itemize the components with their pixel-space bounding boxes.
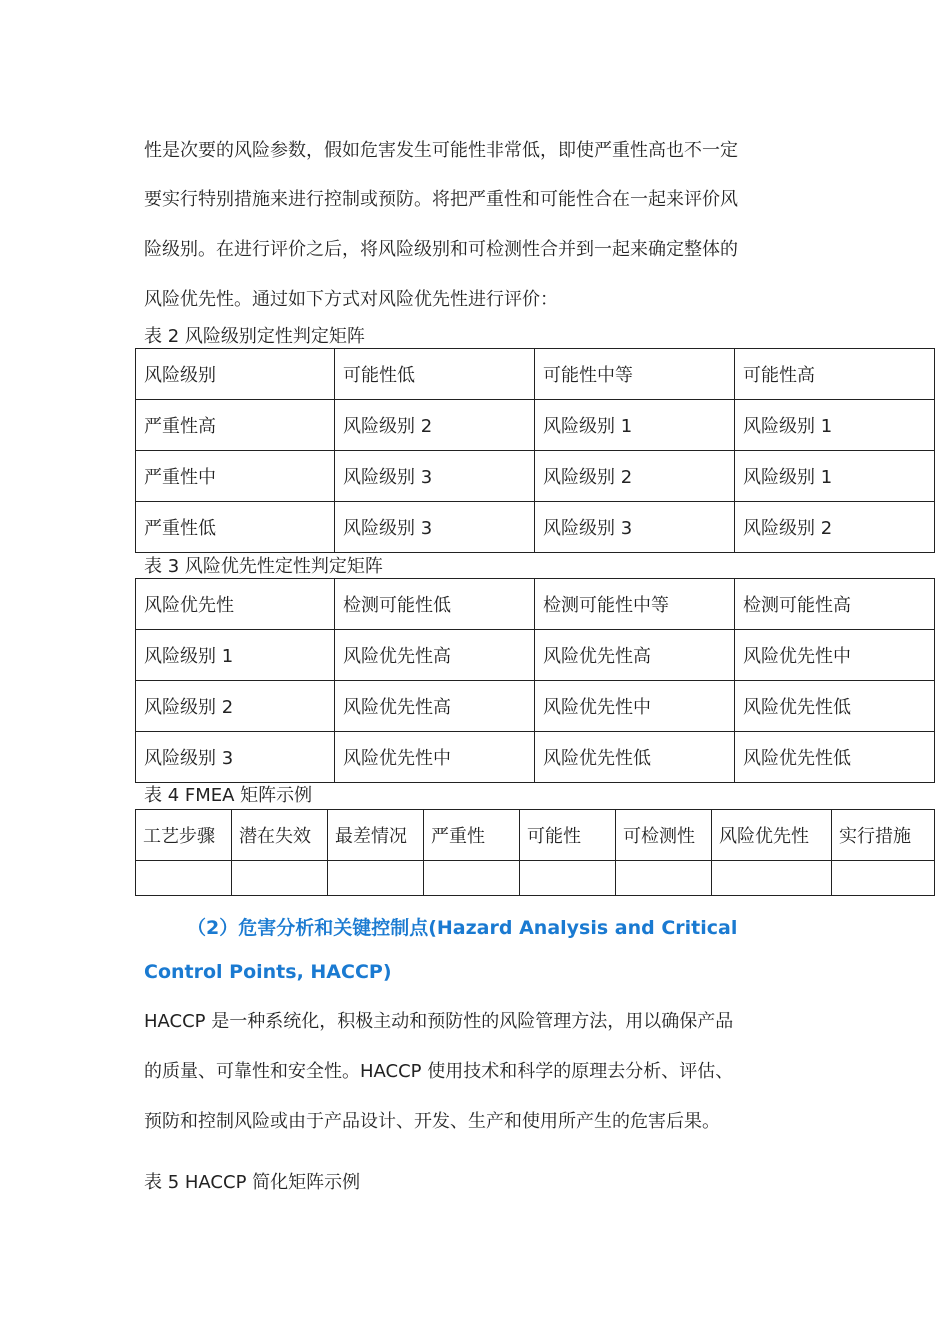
table-cell: 风险优先性中 [535,681,735,732]
table-header-cell: 可能性 [520,810,616,861]
table-cell: 可能性低 [335,349,535,400]
table-cell: 风险优先性 [136,579,335,630]
table-cell [520,861,616,896]
paragraph-line: 的质量、可靠性和安全性。HACCP 使用技术和科学的原理去分析、评估、 [144,1061,734,1082]
paragraph-line: 性是次要的风险参数，假如危害发生可能性非常低，即使严重性高也不一定 [144,140,738,161]
table-row [136,861,935,896]
table-cell: 检测可能性中等 [535,579,735,630]
table-cell: 严重性中 [136,451,335,502]
table-cell: 风险优先性高 [335,681,535,732]
section-heading-continued: Control Points, HACCP) [144,961,392,983]
table-caption: 表 4 FMEA 矩阵示例 [144,785,313,806]
table-cell: 检测可能性低 [335,579,535,630]
table-caption: 表 3 风险优先性定性判定矩阵 [144,556,383,577]
table-row [136,579,935,630]
table-cell: 风险级别 3 [335,451,535,502]
table-cell: 风险优先性中 [735,630,935,681]
table-cell: 风险级别 [136,349,335,400]
table-cell: 严重性低 [136,502,335,553]
table-cell [712,861,832,896]
table-header-cell: 可检测性 [616,810,712,861]
table-cell: 风险级别 2 [335,400,535,451]
table-header-row [136,810,935,861]
table-cell: 风险优先性低 [735,681,935,732]
table-cell: 风险级别 2 [535,451,735,502]
table-cell: 风险级别 3 [136,732,335,783]
table-row [136,400,935,451]
paragraph-line: HACCP 是一种系统化，积极主动和预防性的风险管理方法，用以确保产品 [144,1011,734,1032]
table-cell: 风险优先性中 [335,732,535,783]
table-header-cell: 严重性 [424,810,520,861]
table-header-cell: 风险优先性 [712,810,832,861]
table-cell: 风险级别 1 [535,400,735,451]
table-row [136,732,935,783]
table-row [136,630,935,681]
fmea-matrix [135,809,935,896]
table-cell [616,861,712,896]
table-cell: 风险优先性低 [535,732,735,783]
table-cell: 风险级别 3 [535,502,735,553]
table-cell: 风险级别 1 [735,451,935,502]
risk-level-matrix [135,348,935,553]
table-cell [832,861,935,896]
paragraph-line: 要实行特别措施来进行控制或预防。将把严重性和可能性合在一起来评价风 [144,189,738,210]
table-cell: 检测可能性高 [735,579,935,630]
table-row [136,349,935,400]
table-header-cell: 潜在失效 [232,810,328,861]
table-header-cell: 工艺步骤 [136,810,232,861]
risk-priority-matrix [135,578,935,783]
table-cell: 风险级别 2 [136,681,335,732]
table-caption: 表 2 风险级别定性判定矩阵 [144,326,365,347]
paragraph-line: 风险优先性。通过如下方式对风险优先性进行评价： [144,289,558,310]
table-cell [136,861,232,896]
table-cell: 可能性高 [735,349,935,400]
table-header-cell: 最差情况 [328,810,424,861]
table-cell: 风险级别 2 [735,502,935,553]
table-cell: 风险级别 3 [335,502,535,553]
paragraph-line: 险级别。在进行评价之后，将风险级别和可检测性合并到一起来确定整体的 [144,239,738,260]
table-cell: 可能性中等 [535,349,735,400]
table-cell: 严重性高 [136,400,335,451]
table-row [136,681,935,732]
table-cell: 风险优先性高 [535,630,735,681]
table-cell: 风险级别 1 [136,630,335,681]
table-cell [232,861,328,896]
table-caption: 表 5 HACCP 简化矩阵示例 [144,1172,361,1193]
table-cell: 风险优先性低 [735,732,935,783]
table-header-cell: 实行措施 [832,810,935,861]
table-cell: 风险优先性高 [335,630,535,681]
table-cell [424,861,520,896]
table-row [136,502,935,553]
paragraph-line: 预防和控制风险或由于产品设计、开发、生产和使用所产生的危害后果。 [144,1111,720,1132]
table-cell [328,861,424,896]
table-row [136,451,935,502]
section-heading: （2）危害分析和关键控制点(Hazard Analysis and Critical [187,917,738,939]
table-cell: 风险级别 1 [735,400,935,451]
